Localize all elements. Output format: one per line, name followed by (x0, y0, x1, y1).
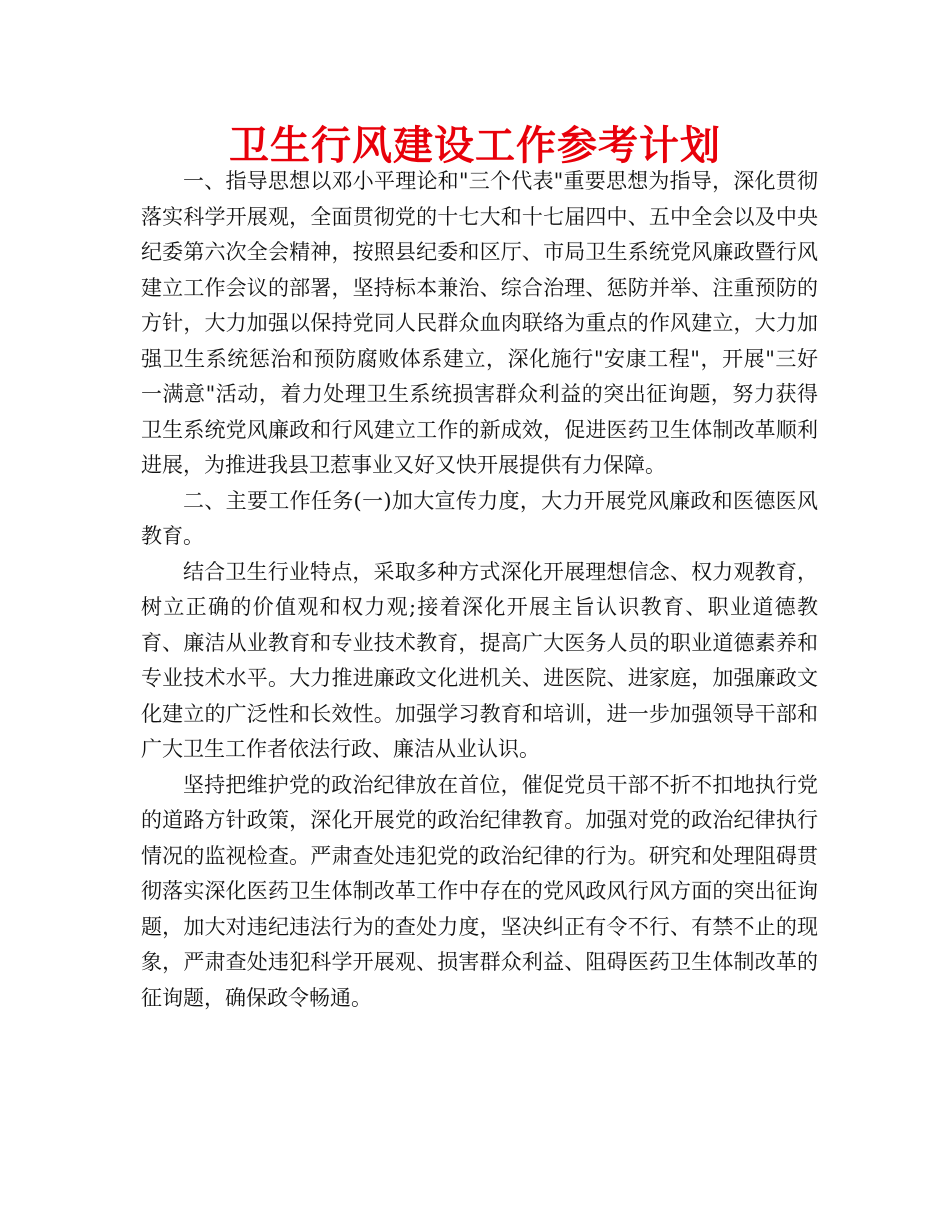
paragraph-guiding-ideology: 一、指导思想以邓小平理论和"三个代表"重要思想为指导，深化贯彻落实科学开展观，全面贯彻党的十七大和十七届四中、五中全会以及中央纪委第六次全会精神，按照县纪委和区厅、市局卫生系统党风廉政暨行风建立工作会议的部署，坚持标本兼治、综合治理、惩防并举、注重预防的方针，大力加强以保持党同人民群众血肉联络为重点的作风建立，大力加强卫生系统惩治和预防腐败体系建立，深化施行"安康工程"，开展"三好一满意"活动，着力处理卫生系统损害群众利益的突出征询题，努力获得卫生系统党风廉政和行风建立工作的新成效，促进医药卫生体制改革顺利进展，为推进我县卫惹事业又好又快开展提供有力保障。 (141, 169, 818, 477)
paragraph-education: 结合卫生行业特点，采取多种方式深化开展理想信念、权力观教育，树立正确的价值观和权力观;接着深化开展主旨认识教育、职业道德教育、廉洁从业教育和专业技术教育，提高广大医务人员的职业道德素养和专业技术水平。大力推进廉政文化进机关、进医院、进家庭，加强廉政文化建立的广泛性和长效性。加强学习教育和培训，进一步加强领导干部和广大卫生工作者依法行政、廉洁从业认识。 (141, 559, 818, 761)
document-title: 卫生行风建设工作参考计划 (229, 123, 721, 169)
paragraph-political-discipline: 坚持把维护党的政治纪律放在首位，催促党员干部不折不扣地执行党的道路方针政策，深化开展党的政治纪律教育。加强对党的政治纪律执行情况的监视检查。严肃查处违犯党的政治纪律的行为。研究和处理阻碍贯彻落实深化医药卫生体制改革工作中存在的党风政风行风方面的突出征询题，加大对违纪违法行为的查处力度，坚决纠正有令不行、有禁不止的现象，严肃查处违犯科学开展观、损害群众利益、阻碍医药卫生体制改革的征询题，确保政令畅通。 (141, 772, 818, 1010)
paragraph-main-tasks: 二、主要工作任务(一)加大宣传力度，大力开展党风廉政和医德医风教育。 (141, 488, 818, 548)
document-body (141, 164, 818, 1016)
